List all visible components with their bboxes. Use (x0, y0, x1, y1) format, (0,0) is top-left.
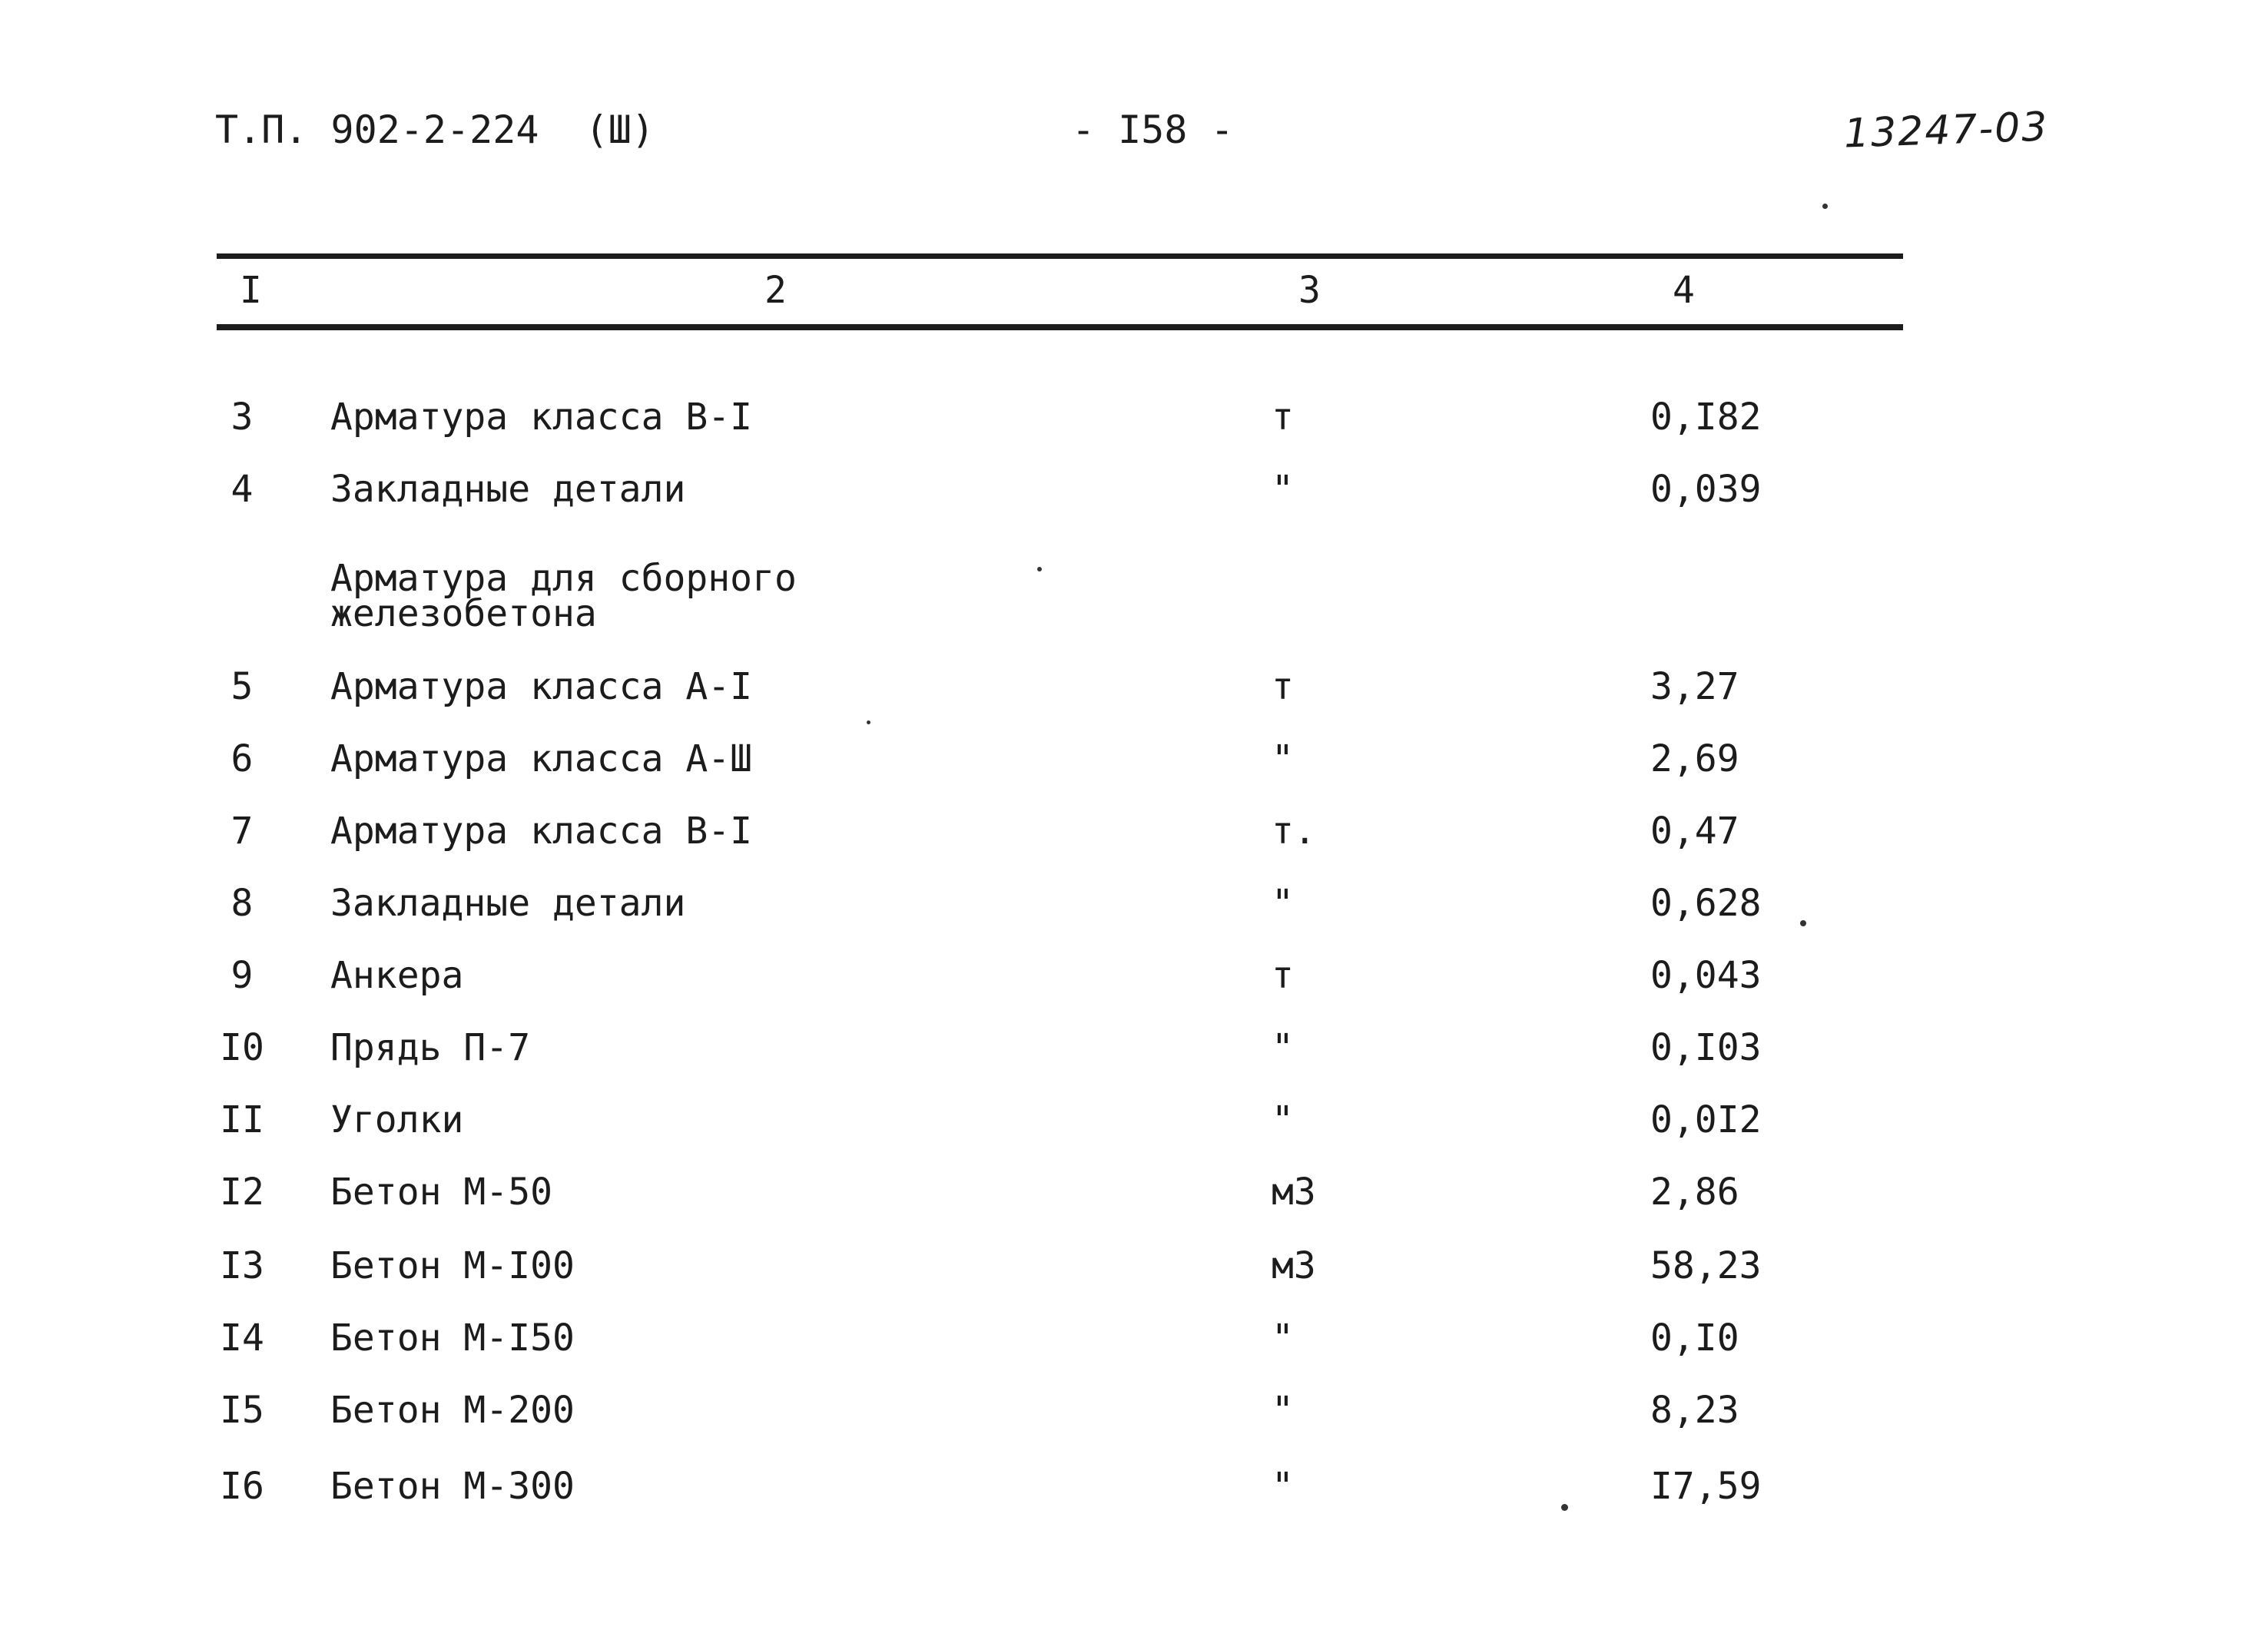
row-number: I0 (220, 1026, 264, 1069)
row-unit: " (1272, 1389, 1294, 1432)
row-unit: т (1272, 954, 1294, 997)
column-header-1: I (240, 269, 262, 312)
table-row (0, 737, 2268, 799)
row-name: Бетон М-I50 (330, 1317, 575, 1360)
row-number: 4 (230, 468, 254, 511)
row-quantity: 0,I0 (1650, 1317, 1739, 1360)
row-unit: " (1272, 737, 1294, 780)
scan-speck (1037, 567, 1042, 571)
row-number: I2 (220, 1171, 264, 1214)
table-row (0, 810, 2268, 871)
table-row (0, 1098, 2268, 1160)
table-row (0, 1026, 2268, 1088)
row-unit: " (1272, 1098, 1294, 1141)
row-unit: т (1272, 665, 1294, 708)
row-name: Закладные детали (330, 882, 686, 925)
document-reference: Т.П. 902-2-224 (Ш) (215, 108, 655, 152)
table-row (0, 1244, 2268, 1306)
row-quantity: 0,I82 (1650, 396, 1762, 439)
table-row (0, 665, 2268, 727)
handwritten-code: 13247-03 (1843, 104, 2050, 157)
scan-speck (867, 720, 870, 724)
row-unit: т. (1272, 810, 1316, 853)
row-quantity: I7,59 (1650, 1465, 1762, 1508)
table-top-rule (217, 253, 1903, 259)
column-header-4: 4 (1673, 269, 1695, 312)
row-quantity: 58,23 (1650, 1244, 1762, 1287)
section-heading: Арматура для сборного железобетона (330, 557, 797, 635)
row-unit: " (1272, 468, 1294, 511)
row-quantity: 0,043 (1650, 954, 1762, 997)
row-name: Бетон М-I00 (330, 1244, 575, 1287)
row-number: 7 (230, 810, 254, 853)
table-row (0, 1171, 2268, 1232)
table-row (0, 1389, 2268, 1450)
row-name: Бетон М-200 (330, 1389, 575, 1432)
row-name: Арматура класса А-I (330, 665, 753, 708)
row-quantity: 2,86 (1650, 1171, 1739, 1214)
row-quantity: 0,039 (1650, 468, 1762, 511)
row-name: Закладные детали (330, 468, 686, 511)
row-number: 3 (230, 396, 254, 439)
scan-speck (1561, 1504, 1568, 1511)
row-name: Уголки (330, 1098, 464, 1141)
table-row (0, 396, 2268, 457)
scan-speck (1822, 204, 1828, 209)
row-unit: м3 (1272, 1171, 1316, 1214)
row-quantity: 0,I03 (1650, 1026, 1762, 1069)
table-header-rule (217, 324, 1903, 330)
row-number: I5 (220, 1389, 264, 1432)
row-unit: " (1272, 1465, 1294, 1508)
row-quantity: 0,47 (1650, 810, 1739, 853)
table-row (0, 1465, 2268, 1526)
page-number: - I58 - (1072, 108, 1234, 152)
row-number: 6 (230, 737, 254, 780)
table-row (0, 954, 2268, 1015)
row-name: Бетон М-50 (330, 1171, 552, 1214)
row-name: Арматура класса А-Ш (330, 737, 753, 780)
row-quantity: 8,23 (1650, 1389, 1739, 1432)
column-header-2: 2 (764, 269, 787, 312)
row-number: 9 (230, 954, 254, 997)
table-row (0, 468, 2268, 529)
table-row (0, 1317, 2268, 1378)
row-number: 5 (230, 665, 254, 708)
row-number: I3 (220, 1244, 264, 1287)
row-quantity: 0,0I2 (1650, 1098, 1762, 1141)
row-quantity: 0,628 (1650, 882, 1762, 925)
row-name: Арматура класса В-I (330, 396, 753, 439)
row-name: Анкера (330, 954, 464, 997)
scan-speck (1800, 920, 1806, 926)
row-name: Арматура класса В-I (330, 810, 753, 853)
row-unit: " (1272, 1317, 1294, 1360)
row-unit: " (1272, 1026, 1294, 1069)
row-name: Прядь П-7 (330, 1026, 531, 1069)
row-unit: м3 (1272, 1244, 1316, 1287)
row-quantity: 2,69 (1650, 737, 1739, 780)
row-unit: т (1272, 396, 1294, 439)
row-unit: " (1272, 882, 1294, 925)
row-number: II (220, 1098, 264, 1141)
row-name: Бетон М-300 (330, 1465, 575, 1508)
column-header-3: 3 (1298, 269, 1321, 312)
row-number: I6 (220, 1465, 264, 1508)
table-row (0, 882, 2268, 943)
row-number: 8 (230, 882, 254, 925)
row-quantity: 3,27 (1650, 665, 1739, 708)
row-number: I4 (220, 1317, 264, 1360)
